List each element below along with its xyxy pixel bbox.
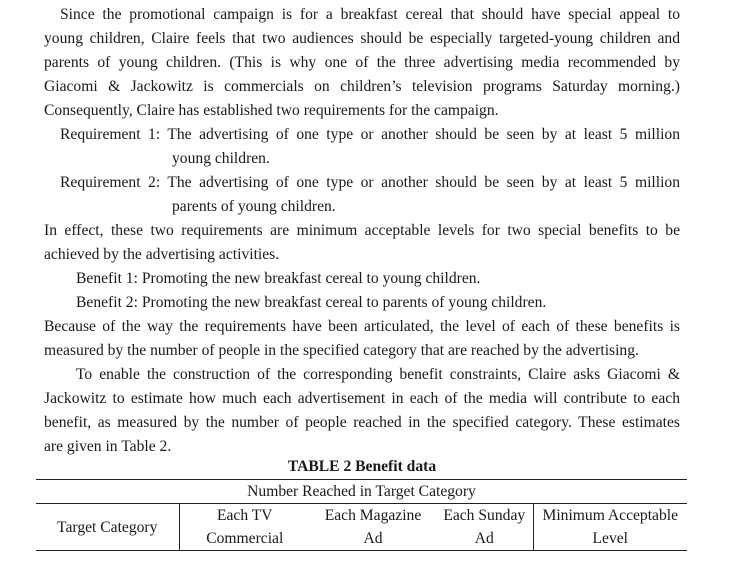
paragraph-2-line-2: achieved by the advertising activities. (44, 246, 280, 263)
paragraph-4-line-1: To enable the construction of the corresponding benefit constraints, Claire asks Giacomi & (76, 366, 680, 383)
benefit-2: Benefit 2: Promoting the new breakfast cereal to parents of young children. (76, 294, 547, 311)
paragraph-1-line-3: parents of young children. (This is why one of the three advertising media recommended by (44, 54, 680, 71)
column-header-tv-line-1: Each TV (179, 504, 310, 528)
column-header-sunday-line-1: Each Sunday (443, 507, 526, 524)
paragraph-3-line-1: Because of the way the requirements have been articulated, the level of each of these benefits is (44, 318, 680, 335)
benefit-table (36, 479, 687, 551)
column-header-magazine-line-2: Ad (310, 527, 436, 551)
paragraph-1-line-4: Giacomi & Jackowitz is commercials on children’s television programs Saturday morning.) (44, 78, 680, 95)
paragraph-2-line-1: In effect, these two requirements are minimum acceptable levels for two special benefits to be (44, 222, 680, 239)
table-title: TABLE 2 Benefit data (287, 458, 437, 475)
paragraph-1-line-5: Consequently, Claire has established two requirements for the campaign. (44, 102, 499, 119)
column-header-magazine-line-1: Each Magazine (324, 507, 422, 524)
column-header-minimum-line-2: Level (533, 527, 687, 551)
paragraph-4-line-2: Jackowitz to estimate how much each advertisement in each of the media will contribute to each (44, 390, 680, 407)
paragraph-1-line-1: Since the promotional campaign is for a breakfast cereal that should have special appeal to (60, 6, 680, 23)
column-header-tv-line-2: Commercial (179, 527, 310, 551)
table-group-header: Number Reached in Target Category (36, 480, 687, 504)
table-row-header: Target Category (36, 504, 179, 551)
requirement-2-line-2: parents of young children. (172, 198, 336, 215)
column-header-minimum-line-1: Minimum Acceptable (533, 504, 687, 528)
paragraph-1-line-2: young children, Claire feels that two audiences should be especially targeted-young children and (44, 30, 680, 47)
paragraph-4-line-4: are given in Table 2. (44, 438, 172, 455)
column-header-sunday-line-2: Ad (436, 527, 533, 551)
requirement-1-line-2: young children. (172, 150, 270, 167)
requirement-1-line-1: Requirement 1: The advertising of one type or another should be seen by at least 5 million (60, 126, 680, 143)
benefit-1: Benefit 1: Promoting the new breakfast cereal to young children. (76, 270, 481, 287)
paragraph-4-line-3: benefit, as measured by the number of people reached in the specified category. These estimates (44, 414, 680, 431)
paragraph-3-line-2: measured by the number of people in the specified category that are reached by the advertising. (44, 342, 639, 359)
requirement-2-line-1: Requirement 2: The advertising of one type or another should be seen by at least 5 million (60, 174, 680, 191)
